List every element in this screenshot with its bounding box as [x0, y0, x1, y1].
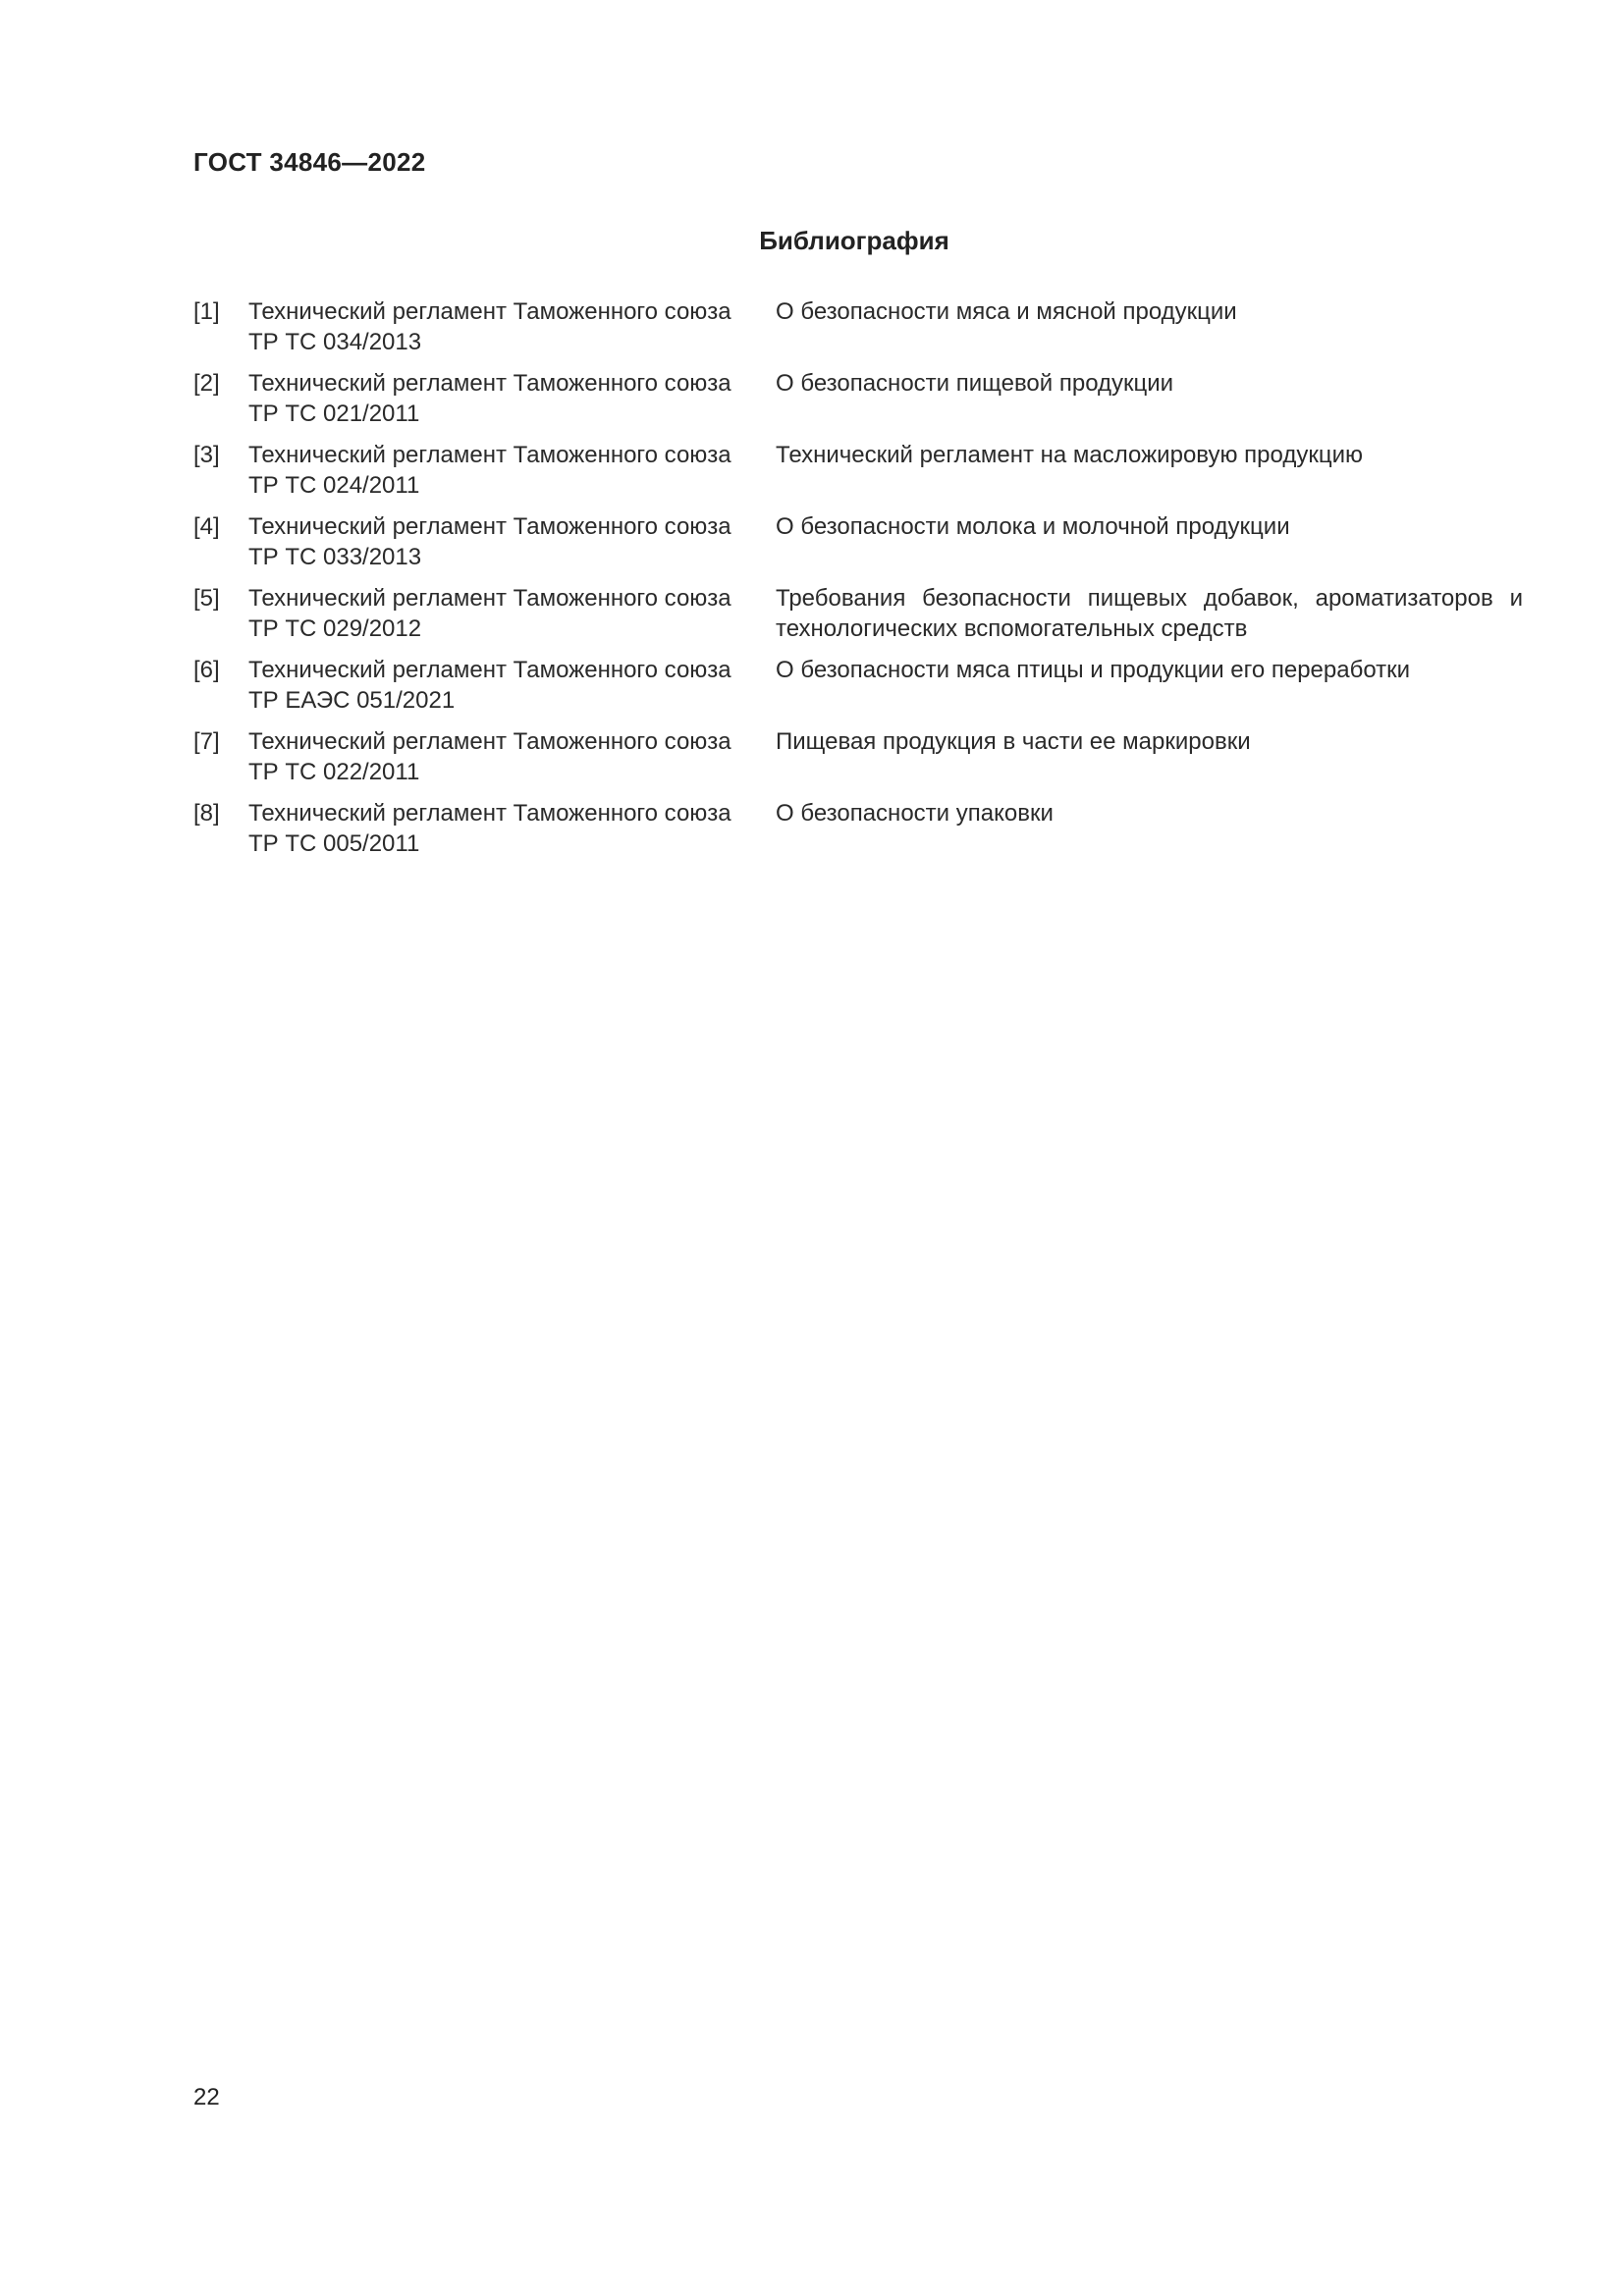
section-title: Библиография: [759, 226, 949, 255]
bibliography-entry: [193, 368, 1529, 429]
entry-document: [248, 583, 776, 644]
entry-number: [5]: [193, 585, 220, 612]
entry-number: [2]: [193, 370, 220, 397]
entry-title: О безопасности мяса птицы и продукции его переработки: [776, 657, 1411, 683]
bibliography-entry: [193, 655, 1529, 716]
entry-document: [248, 511, 776, 572]
entry-number: [6]: [193, 657, 220, 683]
entry-document-code: ТР ТС 022/2011: [248, 759, 420, 785]
entry-document-type: Технический регламент Таможенного союза: [248, 728, 731, 755]
entry-title: Технический регламент на масложировую продукцию: [776, 442, 1363, 468]
entry-number: [3]: [193, 442, 220, 468]
bibliography-entry: [193, 798, 1529, 859]
entry-title: О безопасности мяса и мясной продукции: [776, 298, 1237, 325]
entry-document-type: Технический регламент Таможенного союза: [248, 513, 731, 540]
entry-document-code: ТР ТС 021/2011: [248, 400, 420, 427]
entry-document-code: ТР ТС 033/2013: [248, 544, 422, 570]
entry-document: [248, 296, 776, 357]
bibliography-entry: [193, 583, 1529, 644]
page-number: 22: [193, 2084, 220, 2110]
entry-number: [7]: [193, 728, 220, 755]
entry-document-code: ТР ТС 034/2013: [248, 329, 422, 355]
entry-title: О безопасности пищевой продукции: [776, 370, 1174, 397]
entry-number: [8]: [193, 800, 220, 827]
entry-document-code: ТР ТС 024/2011: [248, 472, 420, 499]
bibliography-entry: [193, 511, 1529, 572]
bibliography-entry: [193, 296, 1529, 357]
entry-document: [248, 655, 776, 716]
entry-document-code: ТР ТС 029/2012: [248, 615, 422, 642]
entry-title: О безопасности молока и молочной продукции: [776, 513, 1290, 540]
bibliography-list: [193, 296, 1529, 870]
entry-document: [248, 798, 776, 859]
entry-document-type: Технический регламент Таможенного союза: [248, 370, 731, 397]
entry-document: [248, 440, 776, 501]
entry-document: [248, 726, 776, 787]
entry-number: [1]: [193, 298, 220, 325]
entry-document: [248, 368, 776, 429]
entry-document-type: Технический регламент Таможенного союза: [248, 657, 731, 683]
entry-number: [4]: [193, 513, 220, 540]
entry-document-type: Технический регламент Таможенного союза: [248, 585, 731, 612]
entry-document-code: ТР ЕАЭС 051/2021: [248, 687, 456, 714]
page-header-standard-code: ГОСТ 34846—2022: [193, 147, 426, 177]
entry-document-type: Технический регламент Таможенного союза: [248, 442, 731, 468]
entry-document-code: ТР ТС 005/2011: [248, 830, 420, 857]
entry-title: Пищевая продукция в части ее маркировки: [776, 728, 1251, 755]
entry-document-type: Технический регламент Таможенного союза: [248, 298, 731, 325]
entry-title: Требования безопасности пищевых добавок, ароматизаторов и технологических вспомогательных средств: [776, 585, 1523, 642]
bibliography-entry: [193, 440, 1529, 501]
bibliography-entry: [193, 726, 1529, 787]
entry-title: О безопасности упаковки: [776, 800, 1054, 827]
entry-document-type: Технический регламент Таможенного союза: [248, 800, 731, 827]
